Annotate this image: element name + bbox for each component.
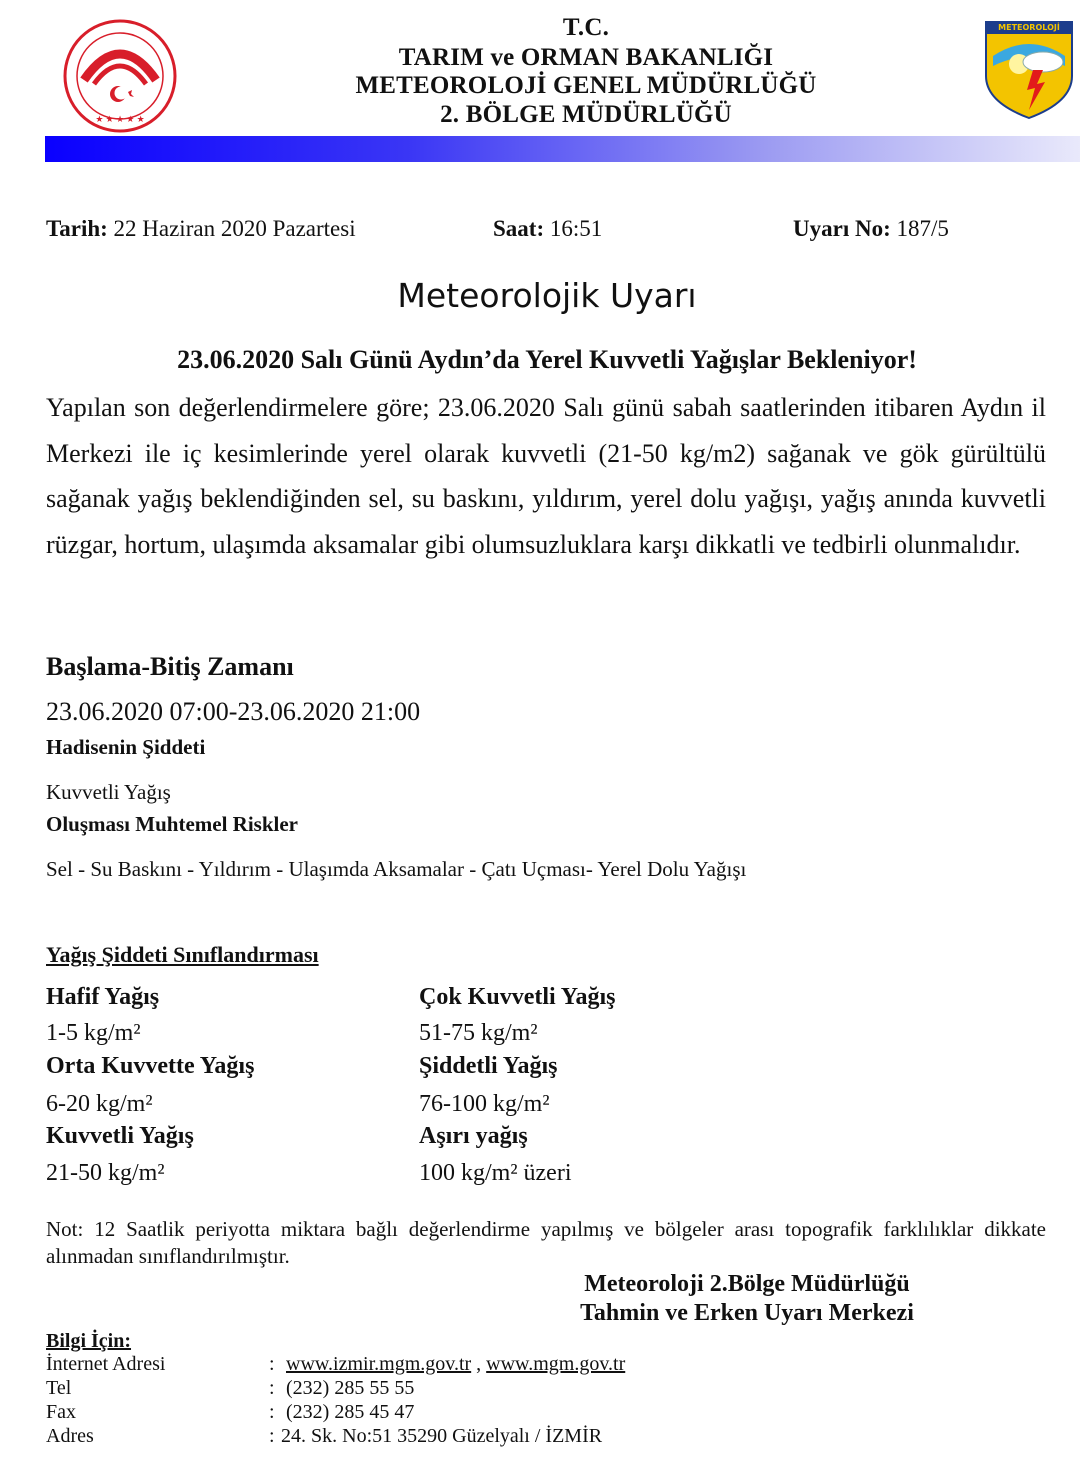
risks-value: Sel - Su Baskını - Yıldırım - Ulaşımda Aksamalar - Çatı Uçması- Yerel Dolu Yağışı xyxy=(46,857,747,881)
classification-heading: Yağış Şiddeti Sınıflandırması xyxy=(46,942,319,967)
izmir-website-link[interactable]: www.izmir.mgm.gov.tr xyxy=(286,1353,472,1375)
class-strong-value: 21-50 kg/m² xyxy=(46,1160,165,1186)
severity-label: Hadisenin Şiddeti xyxy=(46,735,206,759)
info-address-colon: : xyxy=(269,1425,275,1447)
warning-body: Yapılan son değerlendirmelere göre; 23.06.2020 Salı günü sabah saatlerinden itibaren Aydın il Merkezi ile iç kesimlerinde yerel olarak kuvvetli (21-50 kg/m2) sağanak ve gök gürültülü sağanak yağış beklendiğinden sel, su baskını, yıldırım, yerel dolu yağışı, yağış anında kuvvetli rüzgar, hortum, ulaşımda aksamalar gibi olumsuzluklara karşı dikkatli ve tedbirli olunmalıdır. xyxy=(46,393,1046,559)
info-fax-colon: : xyxy=(269,1401,275,1423)
class-extreme-name: Aşırı yağış xyxy=(419,1123,528,1149)
header-tc: T.C. xyxy=(562,14,610,41)
class-severe-name: Şiddetli Yağış xyxy=(419,1053,558,1079)
info-fax-value: (232) 285 45 47 xyxy=(286,1401,415,1423)
info-internet-value xyxy=(286,1353,625,1376)
info-tel-colon: : xyxy=(269,1377,275,1399)
info-fax-label: Fax xyxy=(46,1401,76,1423)
meta-date xyxy=(46,216,356,242)
warning-headline: 23.06.2020 Salı Günü Aydın’da Yerel Kuvvetli Yağışlar Bekleniyor! xyxy=(177,345,917,374)
class-severe-value: 76-100 kg/m² xyxy=(419,1091,550,1117)
info-internet-label: İnternet Adresi xyxy=(46,1353,166,1375)
timing-value: 23.06.2020 07:00-23.06.2020 21:00 xyxy=(46,697,421,726)
meta-time-value: 16:51 xyxy=(549,216,603,241)
info-tel-value: (232) 285 55 55 xyxy=(286,1377,415,1399)
class-moderate-name: Orta Kuvvette Yağış xyxy=(46,1053,255,1079)
signature-line2: Tahmin ve Erken Uyarı Merkezi xyxy=(580,1300,914,1326)
mgm-website-link[interactable]: www.mgm.gov.tr xyxy=(486,1353,626,1375)
class-light-value: 1-5 kg/m² xyxy=(46,1020,141,1046)
classification-note: Not: 12 Saatlik periyotta miktara bağlı değerlendirme yapılmış ve bölgeler arası topografik farklılıklar dikkate alınmadan sınıflandırılmıştır. xyxy=(46,1217,1046,1268)
header-region: 2. BÖLGE MÜDÜRLÜĞÜ xyxy=(440,101,732,128)
meta-warning-number xyxy=(793,216,949,242)
meta-warning-label: Uyarı No: xyxy=(793,216,891,241)
meta-date-label: Tarih: xyxy=(46,216,108,241)
class-very-strong-name: Çok Kuvvetli Yağış xyxy=(419,984,616,1010)
info-internet-colon: : xyxy=(269,1353,275,1375)
meteorology-logo-text: METEOROLOJİ xyxy=(998,23,1060,32)
info-address-value: 24. Sk. No:51 35290 Güzelyalı / İZMİR xyxy=(281,1425,603,1447)
class-light-name: Hafif Yağış xyxy=(46,984,160,1010)
class-very-strong-value: 51-75 kg/m² xyxy=(419,1020,538,1046)
meta-date-value: 22 Haziran 2020 Pazartesi xyxy=(113,216,356,241)
info-tel-label: Tel xyxy=(46,1377,72,1399)
ministry-seal-logo xyxy=(62,18,178,134)
meta-time-label: Saat: xyxy=(493,216,545,241)
link-separator: , xyxy=(476,1353,482,1375)
class-strong-name: Kuvvetli Yağış xyxy=(46,1123,194,1149)
timing-label: Başlama-Bitiş Zamanı xyxy=(46,652,294,681)
meteorology-shield-logo xyxy=(983,18,1075,120)
header-ministry: TARIM ve ORMAN BAKANLIĞI xyxy=(398,44,774,71)
info-address-label: Adres xyxy=(46,1425,94,1447)
severity-value: Kuvvetli Yağış xyxy=(46,780,171,804)
header-directorate: METEOROLOJİ GENEL MÜDÜRLÜĞÜ xyxy=(355,72,817,99)
meta-time xyxy=(493,216,602,242)
header-gradient-bar xyxy=(45,136,1080,162)
risks-label: Oluşması Muhtemel Riskler xyxy=(46,812,298,836)
signature-line1: Meteoroloji 2.Bölge Müdürlüğü xyxy=(584,1271,910,1297)
svg-text:★ ★ ★ ★ ★: ★ ★ ★ ★ ★ xyxy=(95,114,145,124)
class-extreme-value: 100 kg/m² üzeri xyxy=(419,1160,572,1186)
class-moderate-value: 6-20 kg/m² xyxy=(46,1091,153,1117)
document-title: Meteorolojik Uyarı xyxy=(397,276,697,315)
meta-warning-value: 187/5 xyxy=(896,216,949,241)
info-heading: Bilgi İçin: xyxy=(46,1330,132,1352)
